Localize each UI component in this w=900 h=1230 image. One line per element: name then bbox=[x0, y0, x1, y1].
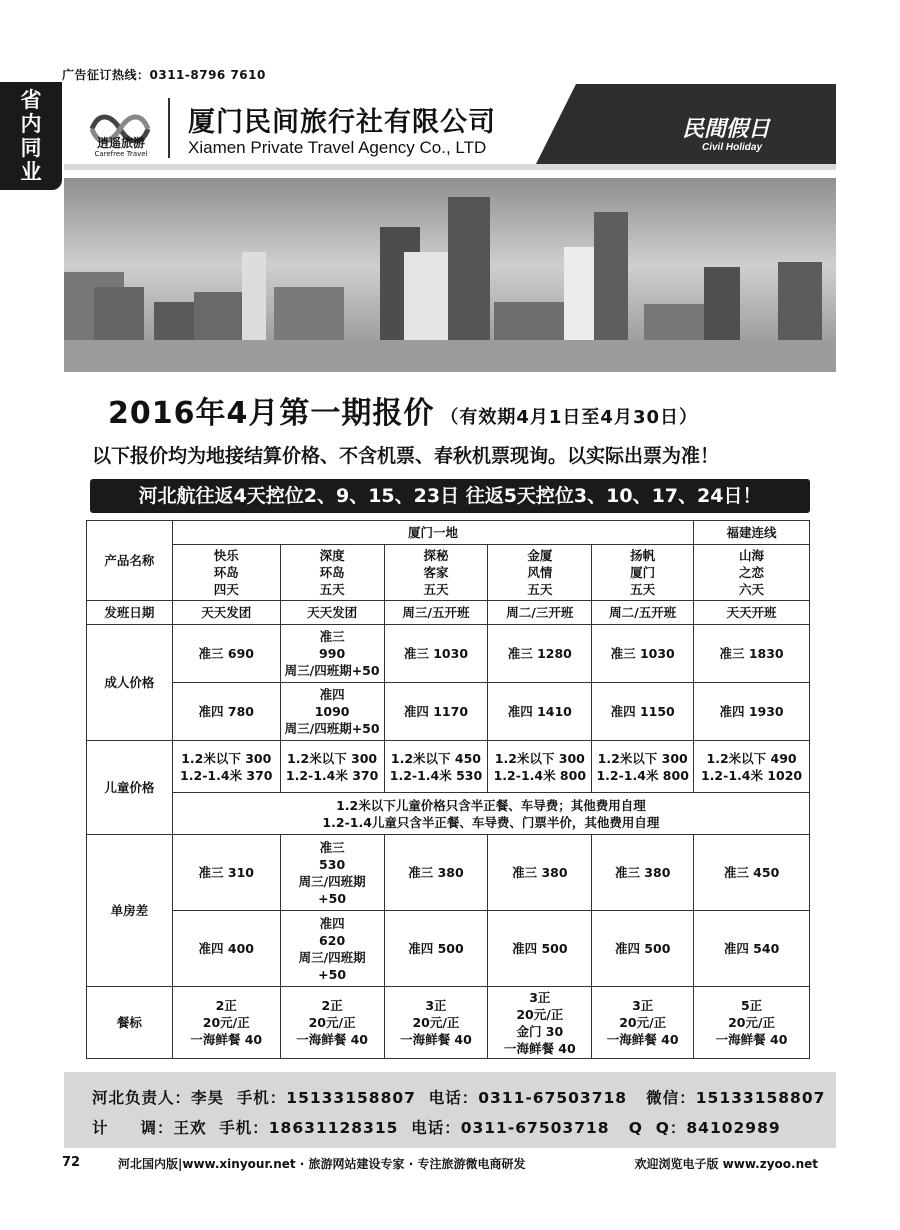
single-supplement-cell: 准三 380 bbox=[592, 835, 694, 911]
single-supplement-cell: 准三 530 周三/四班期 +50 bbox=[280, 835, 384, 911]
city-skyline-photo bbox=[64, 178, 836, 372]
adult-price-cell: 准三 1280 bbox=[488, 625, 592, 683]
departure-date-cell: 周二/三开班 bbox=[488, 601, 592, 625]
adult-price-cell: 准四 1170 bbox=[384, 683, 488, 741]
meal-standard-cell: 3正 20元/正 一海鲜餐 40 bbox=[592, 987, 694, 1059]
departure-date-cell: 周二/五开班 bbox=[592, 601, 694, 625]
product-name-cell: 快乐 环岛 四天 bbox=[172, 545, 280, 601]
departure-date-cell: 周三/五开班 bbox=[384, 601, 488, 625]
group-xiamen: 厦门一地 bbox=[172, 521, 693, 545]
ad-hotline: 广告征订热线：0311-8796 7610 bbox=[62, 68, 266, 82]
company-header bbox=[64, 84, 836, 170]
adult-price-cell: 准三 990 周三/四班期+50 bbox=[280, 625, 384, 683]
brand-logo-en: Civil Holiday bbox=[701, 142, 762, 153]
product-name-cell: 深度 环岛 五天 bbox=[280, 545, 384, 601]
title-text: 2016年4月第一期报价 bbox=[108, 396, 435, 431]
page-number: 72 bbox=[62, 1155, 81, 1170]
child-price-cell: 1.2米以下 300 1.2-1.4米 800 bbox=[592, 741, 694, 793]
single-supplement-cell: 准三 380 bbox=[384, 835, 488, 911]
flight-banner: 河北航往返4天控位2、9、15、23日 往返5天控位3、10、17、24日！ bbox=[90, 479, 810, 513]
meal-standard-cell: 3正 20元/正 一海鲜餐 40 bbox=[384, 987, 488, 1059]
header-divider bbox=[168, 98, 170, 158]
row-label-single: 单房差 bbox=[87, 835, 173, 987]
adult-price-cell: 准四 1410 bbox=[488, 683, 592, 741]
row-label-meal: 餐标 bbox=[87, 987, 173, 1059]
logo-text-en: Carefree Travel bbox=[94, 150, 148, 158]
footer-ebook: 欢迎浏览电子版 www.zyoo.net bbox=[634, 1157, 818, 1171]
child-price-cell: 1.2米以下 300 1.2-1.4米 370 bbox=[172, 741, 280, 793]
adult-price-cell: 准三 1830 bbox=[694, 625, 810, 683]
single-supplement-cell: 准三 380 bbox=[488, 835, 592, 911]
product-name-cell: 探秘 客家 五天 bbox=[384, 545, 488, 601]
contact-box bbox=[64, 1072, 836, 1148]
departure-date-cell: 天天发团 bbox=[172, 601, 280, 625]
adult-price-cell: 准三 1030 bbox=[592, 625, 694, 683]
departure-date-cell: 天天发团 bbox=[280, 601, 384, 625]
product-name-cell: 金厦 风情 五天 bbox=[488, 545, 592, 601]
row-label-dates: 发班日期 bbox=[87, 601, 173, 625]
meal-standard-cell: 2正 20元/正 一海鲜餐 40 bbox=[172, 987, 280, 1059]
row-label-child: 儿童价格 bbox=[87, 741, 173, 835]
single-supplement-cell: 准三 450 bbox=[694, 835, 810, 911]
group-fujian: 福建连线 bbox=[694, 521, 810, 545]
side-tab-label: 省内同业 bbox=[20, 88, 42, 184]
departure-date-cell: 天天开班 bbox=[694, 601, 810, 625]
brand-logo-cn: 民間假日 bbox=[681, 117, 770, 142]
single-supplement-cell: 准四 500 bbox=[384, 911, 488, 987]
meal-standard-cell: 3正 20元/正 金门 30 一海鲜餐 40 bbox=[488, 987, 592, 1059]
sea bbox=[64, 340, 836, 372]
adult-price-cell: 准四 1090 周三/四班期+50 bbox=[280, 683, 384, 741]
child-price-cell: 1.2米以下 490 1.2-1.4米 1020 bbox=[694, 741, 810, 793]
company-name-en: Xiamen Private Travel Agency Co., LTD bbox=[188, 138, 487, 157]
adult-price-cell: 准四 1930 bbox=[694, 683, 810, 741]
product-name-cell: 扬帆 厦门 五天 bbox=[592, 545, 694, 601]
single-supplement-cell: 准三 310 bbox=[172, 835, 280, 911]
single-supplement-cell: 准四 500 bbox=[592, 911, 694, 987]
price-table bbox=[86, 520, 810, 1059]
logo-text-cn: 逍遥旅游 bbox=[96, 136, 145, 150]
company-name-cn: 厦门民间旅行社有限公司 bbox=[188, 107, 496, 138]
contact-line-planner: 计 调：王欢 手机：18631128315 电话：0311-67503718 Q Q：84102989 bbox=[92, 1119, 781, 1137]
page-footer bbox=[62, 1155, 836, 1177]
adult-price-cell: 准三 1030 bbox=[384, 625, 488, 683]
child-price-cell: 1.2米以下 300 1.2-1.4米 800 bbox=[488, 741, 592, 793]
row-label-adult: 成人价格 bbox=[87, 625, 173, 741]
row-label-product: 产品名称 bbox=[87, 521, 173, 601]
single-supplement-cell: 准四 620 周三/四班期 +50 bbox=[280, 911, 384, 987]
header-bar bbox=[64, 164, 836, 170]
single-supplement-cell: 准四 500 bbox=[488, 911, 592, 987]
single-supplement-cell: 准四 400 bbox=[172, 911, 280, 987]
adult-price-cell: 准四 780 bbox=[172, 683, 280, 741]
product-name-cell: 山海 之恋 六天 bbox=[694, 545, 810, 601]
validity-text: （有效期4月1日至4月30日） bbox=[440, 407, 698, 428]
single-supplement-cell: 准四 540 bbox=[694, 911, 810, 987]
child-price-cell: 1.2米以下 450 1.2-1.4米 530 bbox=[384, 741, 488, 793]
contact-line-manager: 河北负责人：李昊 手机：15133158807 电话：0311-67503718 微信：15133158807 bbox=[92, 1089, 826, 1107]
meal-standard-cell: 5正 20元/正 一海鲜餐 40 bbox=[694, 987, 810, 1059]
child-price-cell: 1.2米以下 300 1.2-1.4米 370 bbox=[280, 741, 384, 793]
adult-price-cell: 准三 690 bbox=[172, 625, 280, 683]
footer-site: 河北国内版|www.xinyour.net · 旅游网站建设专家 · 专注旅游微电商研发 bbox=[118, 1157, 526, 1171]
child-note: 1.2米以下儿童价格只含半正餐、车导费；其他费用自理 1.2-1.4儿童只含半正餐、车导费、门票半价，其他费用自理 bbox=[172, 793, 809, 835]
meal-standard-cell: 2正 20元/正 一海鲜餐 40 bbox=[280, 987, 384, 1059]
side-tab bbox=[0, 82, 62, 190]
page-title bbox=[108, 388, 698, 432]
subtitle: 以下报价均为地接结算价格、不含机票、春秋机票现询。以实际出票为准！ bbox=[92, 445, 720, 467]
adult-price-cell: 准四 1150 bbox=[592, 683, 694, 741]
